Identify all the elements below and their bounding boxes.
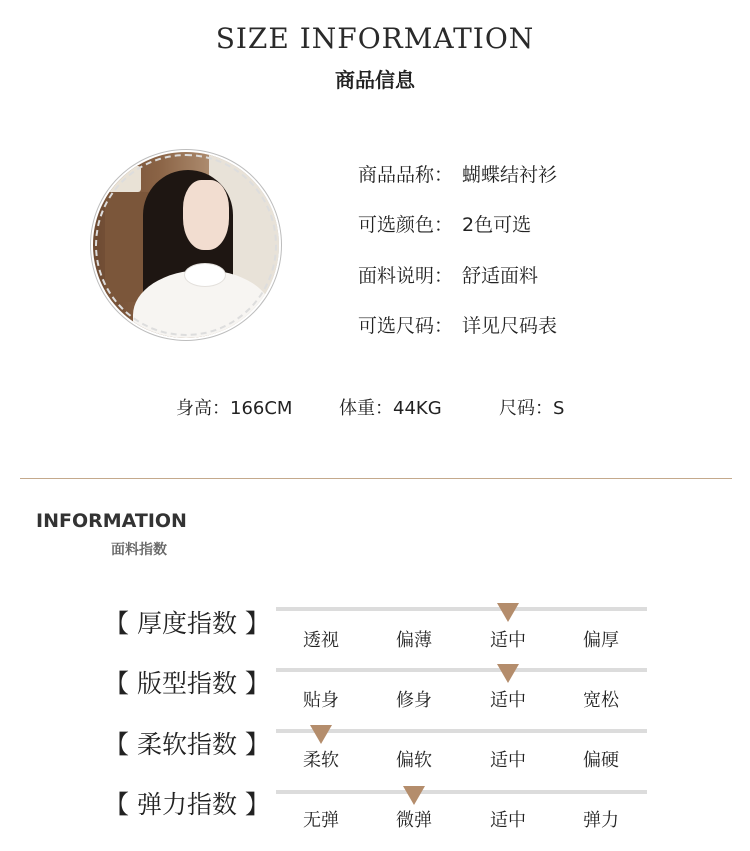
index-option: 透视 [303, 630, 339, 651]
section-title: INFORMATION [36, 510, 187, 532]
index-option: 偏硬 [583, 750, 619, 771]
model-weight: 体重：44KG [339, 398, 442, 419]
index-option: 弹力 [583, 810, 619, 831]
index-bar-thickness [276, 607, 647, 611]
index-option: 修身 [396, 690, 432, 711]
index-option: 适中 [490, 810, 526, 831]
info-row-color [358, 210, 531, 237]
model-size: 尺码：S [499, 398, 565, 419]
index-option: 适中 [490, 750, 526, 771]
index-marker-elasticity [403, 786, 425, 805]
index-option: 适中 [490, 630, 526, 651]
index-bar-elasticity [276, 790, 647, 794]
index-option: 偏厚 [583, 630, 619, 651]
page-title: SIZE INFORMATION [215, 22, 535, 55]
info-label: 商品品称： [358, 164, 454, 186]
info-value: 舒适面料 [462, 265, 539, 287]
index-bar-fit [276, 668, 647, 672]
section-divider [20, 478, 732, 479]
index-label-softness: 【 柔软指数 】 [104, 730, 270, 759]
info-row-name [358, 160, 557, 187]
info-label: 面料说明： [358, 265, 454, 287]
index-option: 柔软 [303, 750, 339, 771]
model-photo [93, 152, 279, 338]
info-row-size [358, 311, 557, 338]
index-label-elasticity: 【 弹力指数 】 [104, 790, 270, 819]
info-value: 2色可选 [462, 214, 532, 236]
info-value: 蝴蝶结衬衫 [462, 164, 558, 186]
index-marker-thickness [497, 603, 519, 622]
model-height: 身高：166CM [176, 398, 293, 419]
info-row-fabric [358, 261, 538, 288]
info-label: 可选尺码： [358, 315, 454, 337]
index-marker-softness [310, 725, 332, 744]
index-option: 适中 [490, 690, 526, 711]
page-subtitle: 商品信息 [335, 68, 415, 92]
index-label-fit: 【 版型指数 】 [104, 669, 270, 698]
index-option: 微弹 [396, 810, 432, 831]
index-option: 偏薄 [396, 630, 432, 651]
index-option: 无弹 [303, 810, 339, 831]
index-option: 偏软 [396, 750, 432, 771]
index-marker-fit [497, 664, 519, 683]
section-subtitle: 面料指数 [111, 542, 167, 558]
index-option: 宽松 [583, 690, 619, 711]
index-option: 贴身 [303, 690, 339, 711]
info-label: 可选颜色： [358, 214, 454, 236]
info-value: 详见尺码表 [462, 315, 558, 337]
index-label-thickness: 【 厚度指数 】 [104, 609, 270, 638]
